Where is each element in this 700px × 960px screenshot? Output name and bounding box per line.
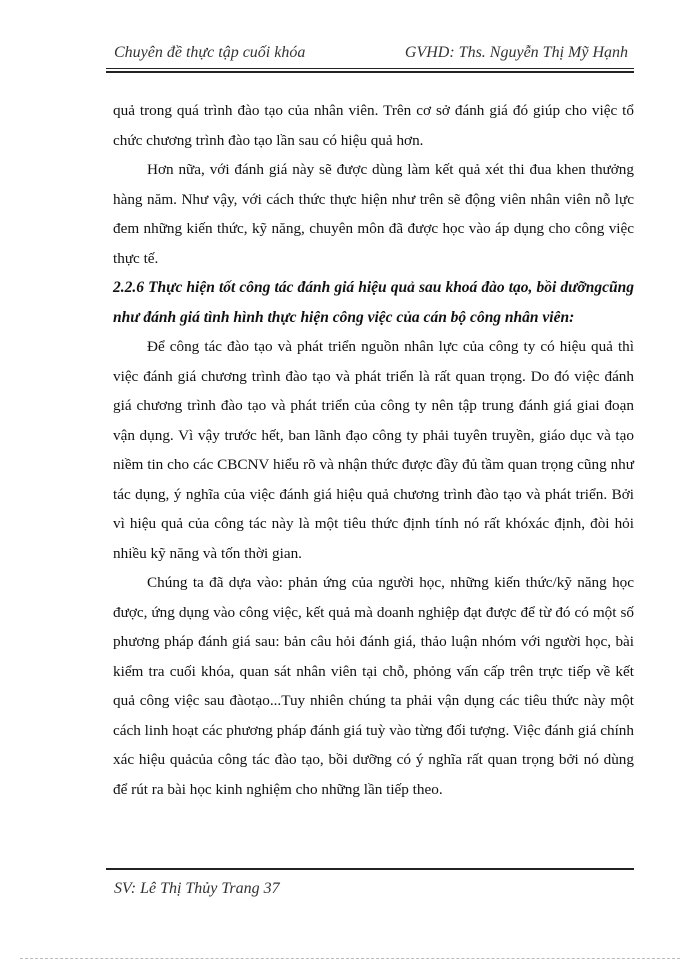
section-heading: 2.2.6 Thực hiện tốt công tác đánh giá hiệu quả sau khoá đào tạo, bồi dưỡngcũng như đánh giá tình hình thực hiện công việc của cán bộ công nhân viên: xyxy=(113,279,634,326)
page-footer: SV: Lê Thị Thủy Trang 37 xyxy=(114,880,280,897)
header-advisor: GVHD: Ths. Nguyễn Thị Mỹ Hạnh xyxy=(404,44,628,61)
document-body xyxy=(113,96,634,804)
paragraph-3: Để công tác đào tạo và phát triển nguồn nhân lực của công ty có hiệu quả thì việc đánh giá chương trình đào tạo và phát triển là rất quan trọng. Do đó việc đánh giá chương trình đào tạo và phát triển của công ty nên tập trung đánh giá giai đoạn vận dụng. Vì vậy trước hết, ban lãnh đạo công ty phải tuyên truyền, giáo dục và tạo niềm tin cho các CBCNV hiểu rõ và nhận thức được đầy đủ tầm quan trọng cũng như tác dụng, ý nghĩa của việc đánh giá hiệu quả chương trình đào tạo và phát triển. Bởi vì hiệu quả của công tác này là một tiêu thức định tính nó rất khóxác định, đòi hỏi nhiều kỹ năng và tốn thời gian. xyxy=(113,338,634,562)
page-header xyxy=(106,44,634,68)
paragraph-4: Chúng ta đã dựa vào: phản ứng của người học, những kiến thức/kỹ năng học được, ứng dụng vào công việc, kết quả mà doanh nghiệp đạt được để từ đó có một số phương pháp đánh giá sau: bản câu hỏi đánh giá, thảo luận nhóm với người học, bài kiểm tra cuối khóa, quan sát nhân viên tại chỗ, phỏng vấn cấp trên trực tiếp về kết quả công việc sau đàotạo...Tuy nhiên chúng ta phải vận dụng các tiêu thức này một cách linh hoạt các phương pháp đánh giá tuỳ vào từng đối tượng. Việc đánh giá chính xác hiệu quảcủa công tác đào tạo, bồi dưỡng có ý nghĩa rất quan trọng bởi nó dùng để rút ra bài học kinh nghiệm cho những lần tiếp theo. xyxy=(113,574,634,798)
page-break-line xyxy=(20,958,680,959)
header-divider-thick xyxy=(106,71,634,73)
header-divider xyxy=(106,68,634,69)
footer-divider xyxy=(106,868,634,870)
header-title: Chuyên đề thực tập cuối khóa xyxy=(114,44,306,61)
paragraph-2: Hơn nữa, với đánh giá này sẽ được dùng làm kết quả xét thi đua khen thưởng hàng năm. Như vậy, với cách thức thực hiện như trên sẽ động viên nhân viên nỗ lực đem những kiến thức, kỹ năng, chuyên môn đã được học vào áp dụng cho công việc thực tế. xyxy=(113,161,634,267)
paragraph-1: quả trong quá trình đào tạo của nhân viên. Trên cơ sở đánh giá đó giúp cho việc tổ chức chương trình đào tạo lần sau có hiệu quả hơn. xyxy=(113,102,634,149)
